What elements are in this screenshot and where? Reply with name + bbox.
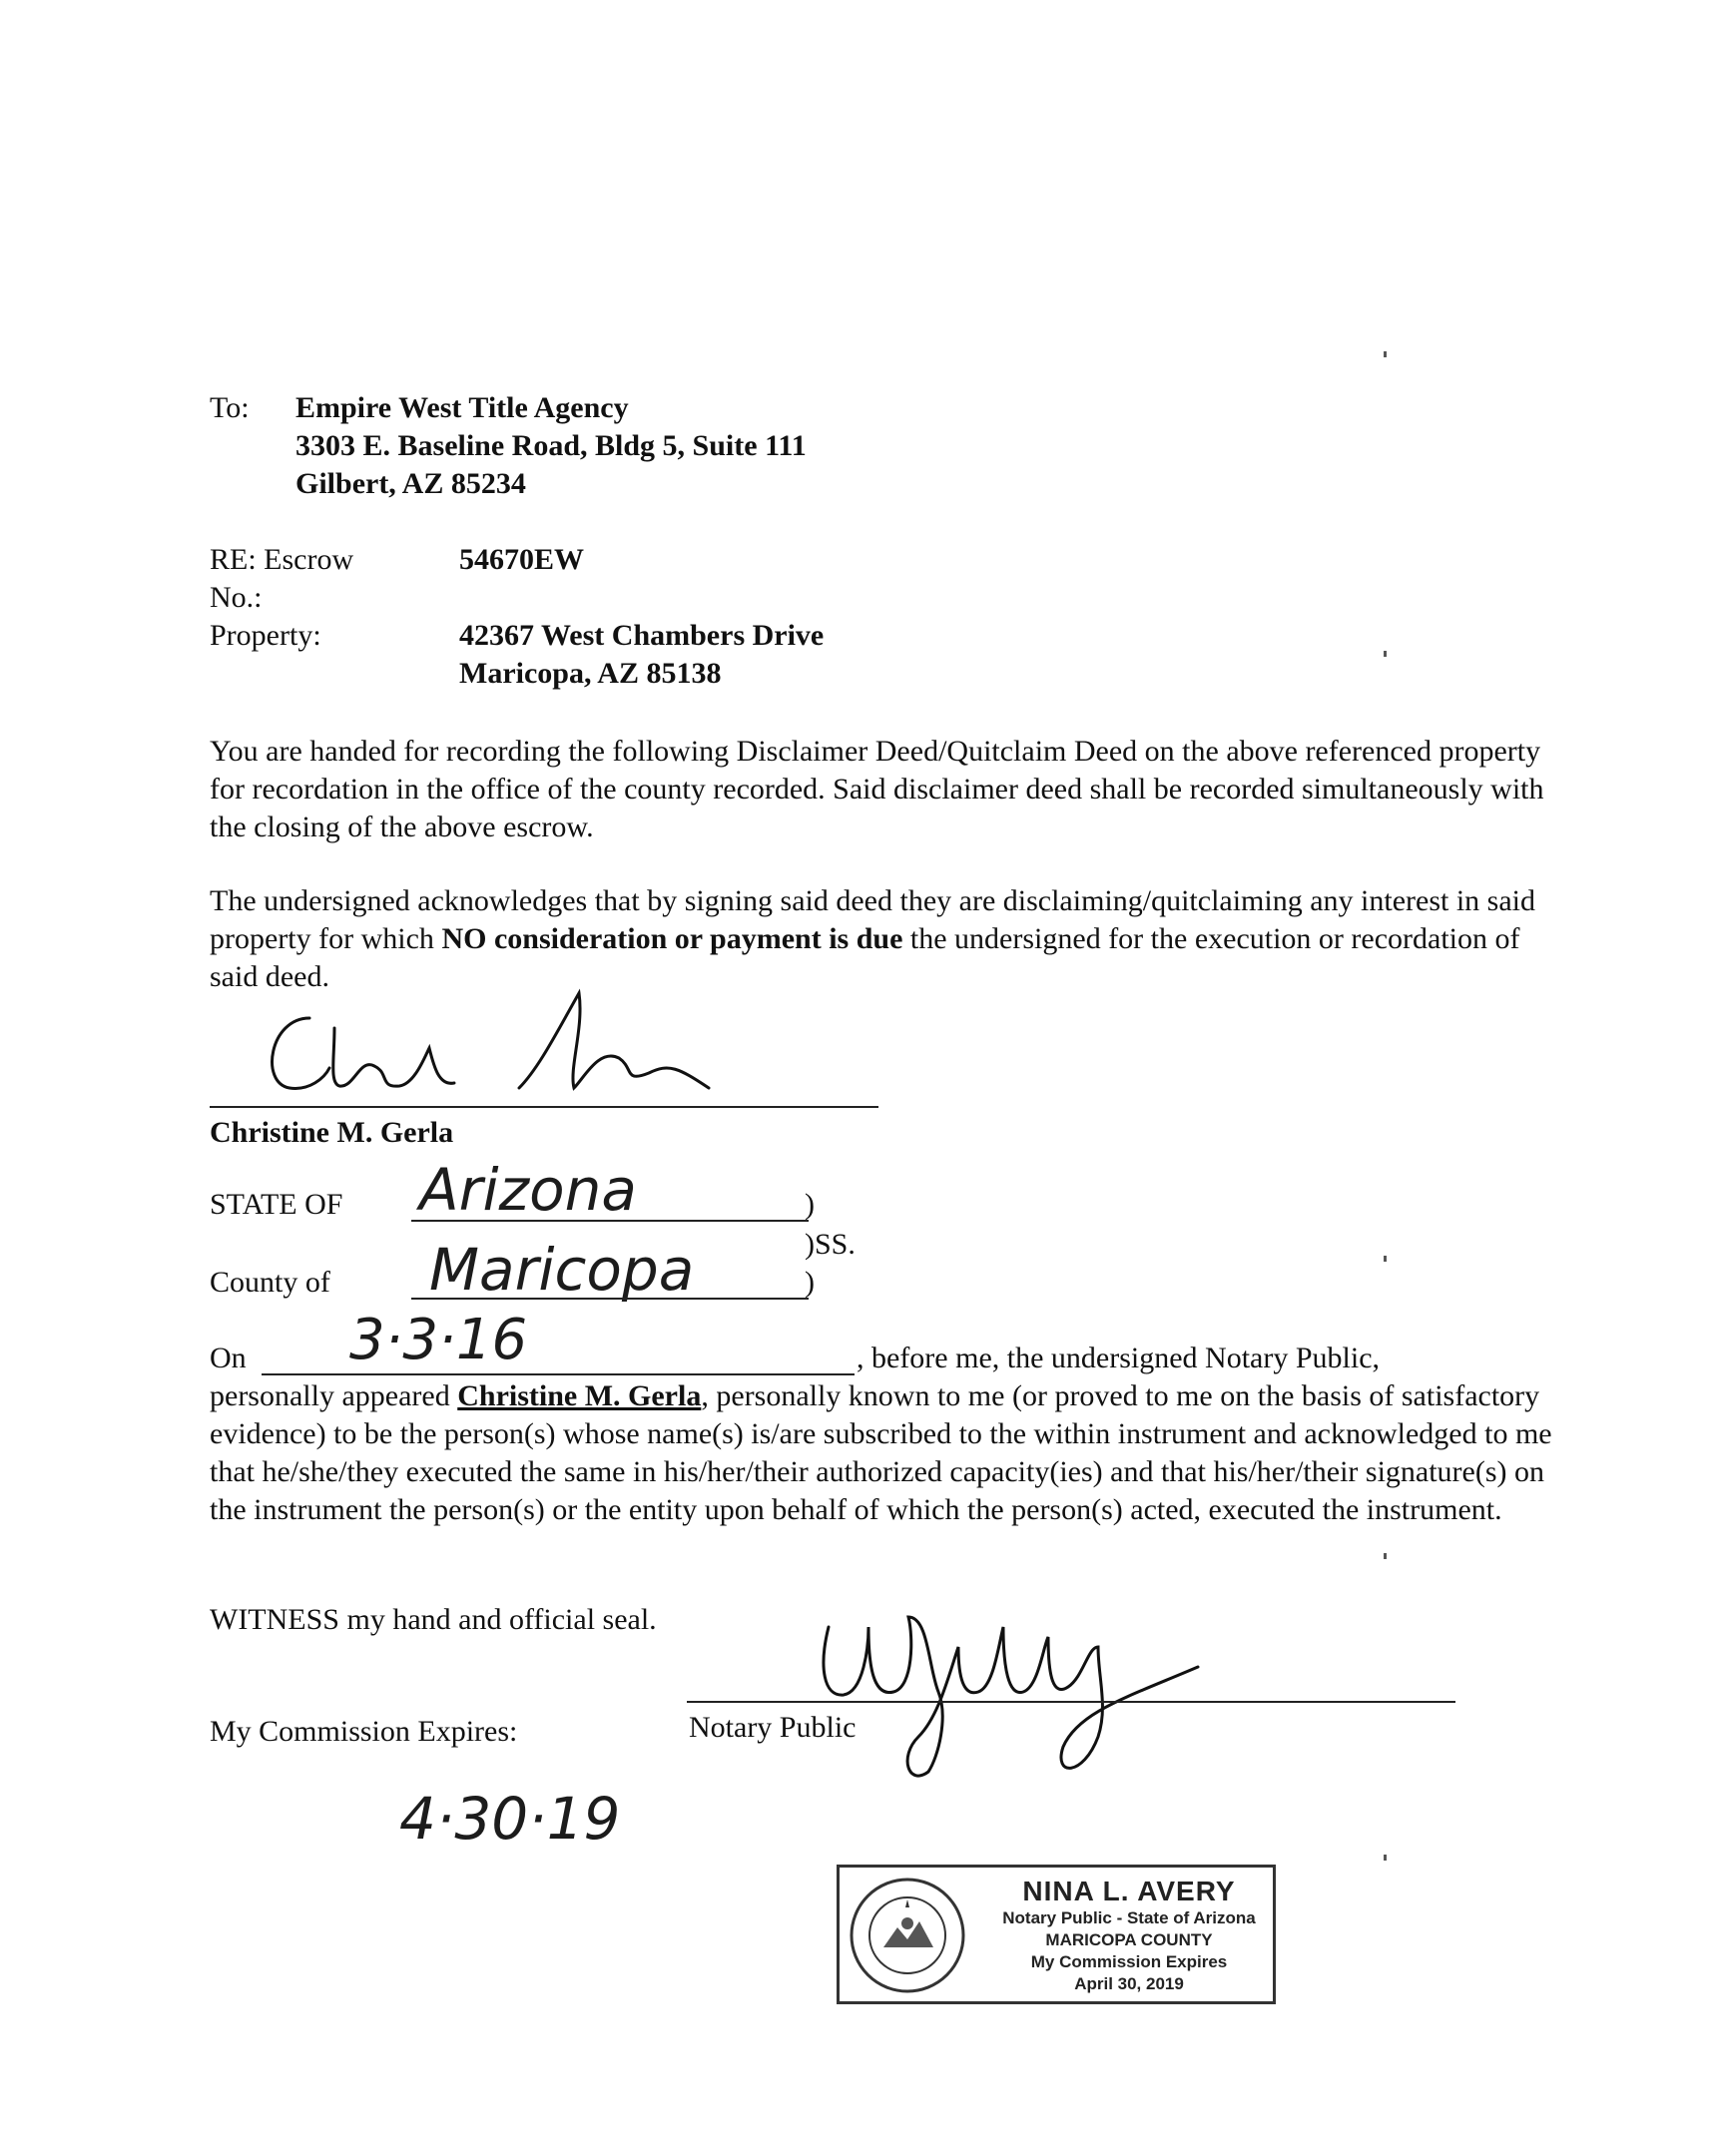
before-me-text: , before me, the undersigned Notary Public, bbox=[857, 1342, 1381, 1374]
stamp-line2: MARICOPA COUNTY bbox=[1045, 1930, 1213, 1949]
to-label: To: bbox=[210, 391, 250, 424]
appeared-text: personally appeared bbox=[210, 1379, 458, 1412]
scan-speck bbox=[1384, 1553, 1387, 1559]
date-underline bbox=[262, 1373, 855, 1375]
property-label: Property: bbox=[210, 619, 321, 652]
notary-signature-line bbox=[687, 1701, 1455, 1703]
stamp-line3: My Commission Expires bbox=[1030, 1952, 1228, 1971]
stamp-line1: Notary Public - State of Arizona bbox=[1002, 1908, 1256, 1927]
stamp-text-block bbox=[989, 1876, 1269, 1995]
county-label: County of bbox=[210, 1266, 330, 1299]
escrow-label-line2: No.: bbox=[210, 581, 263, 614]
paragraph-acknowledgement-text-1: The undersigned acknowledges that by signing said deed they are disclaiming/quitclaiming any interest in said property for which bbox=[210, 884, 1535, 955]
no-consideration-emphasis: NO consideration or payment is due bbox=[441, 922, 903, 955]
commission-label: My Commission Expires: bbox=[210, 1715, 518, 1748]
recipient-company: Empire West Title Agency bbox=[295, 391, 629, 424]
scan-speck bbox=[1384, 351, 1387, 357]
signer-name: Christine M. Gerla bbox=[210, 1116, 454, 1149]
signer-signature bbox=[240, 988, 719, 1108]
escrow-label-line1: RE: Escrow bbox=[210, 543, 354, 576]
property-address-line1: 42367 West Chambers Drive bbox=[459, 619, 825, 652]
scan-speck bbox=[1384, 1855, 1387, 1861]
notary-signature bbox=[799, 1587, 1238, 1787]
state-seal-icon bbox=[848, 1876, 967, 1995]
appeared-remainder: , personally known to me (or proved to me on the basis of satisfactory evidence) to be the person(s) whose name(s) is/are subscribed to the within instrument and acknowledged to me that he/she/they executed the same in his/her/their authorized capacity(ies) and that his/her/their signature(s) on the instrument the person(s) or the entity upon behalf of which the person(s) acted, executed the instrument. bbox=[210, 1379, 1552, 1526]
state-paren: ) bbox=[805, 1188, 815, 1221]
county-underline bbox=[411, 1298, 809, 1300]
on-label: On bbox=[210, 1342, 247, 1374]
state-underline bbox=[411, 1220, 809, 1222]
scan-speck bbox=[1384, 1256, 1387, 1262]
county-paren: ) bbox=[805, 1266, 815, 1299]
escrow-number: 54670EW bbox=[459, 543, 585, 576]
ss-label: )SS. bbox=[805, 1228, 856, 1261]
appeared-name: Christine M. Gerla bbox=[457, 1379, 702, 1412]
scan-speck bbox=[1384, 651, 1387, 657]
paragraph-acknowledgement bbox=[210, 882, 1547, 996]
stamp-line4: April 30, 2019 bbox=[1074, 1974, 1184, 1993]
signer-signature-line bbox=[210, 1106, 878, 1108]
notary-public-label: Notary Public bbox=[689, 1711, 857, 1744]
recipient-address-line2: Gilbert, AZ 85234 bbox=[295, 467, 526, 500]
state-handwritten: Arizona bbox=[419, 1156, 637, 1224]
witness-text: WITNESS my hand and official seal. bbox=[210, 1603, 657, 1636]
paragraph-acknowledgement-text-2: the undersigned for the execution or recordation of said deed. bbox=[210, 922, 1520, 993]
recipient-address-line1: 3303 E. Baseline Road, Bldg 5, Suite 111 bbox=[295, 429, 807, 462]
acknowledgement-paragraph bbox=[210, 1377, 1552, 1529]
notary-stamp bbox=[837, 1865, 1276, 2004]
date-handwritten: 3·3·16 bbox=[349, 1308, 528, 1372]
county-handwritten: Maricopa bbox=[429, 1236, 695, 1304]
property-address-line2: Maricopa, AZ 85138 bbox=[459, 657, 722, 690]
state-label: STATE OF bbox=[210, 1188, 343, 1221]
stamp-notary-name: NINA L. AVERY bbox=[1022, 1876, 1236, 1906]
commission-handwritten: 4·30·19 bbox=[399, 1785, 621, 1853]
paragraph-recording-instruction: You are handed for recording the following Disclaimer Deed/Quitclaim Deed on the above referenced property for recordation in the office of the county recorded. Said disclaimer deed shall be recorded simultaneously with the closing of the above escrow. bbox=[210, 735, 1544, 843]
